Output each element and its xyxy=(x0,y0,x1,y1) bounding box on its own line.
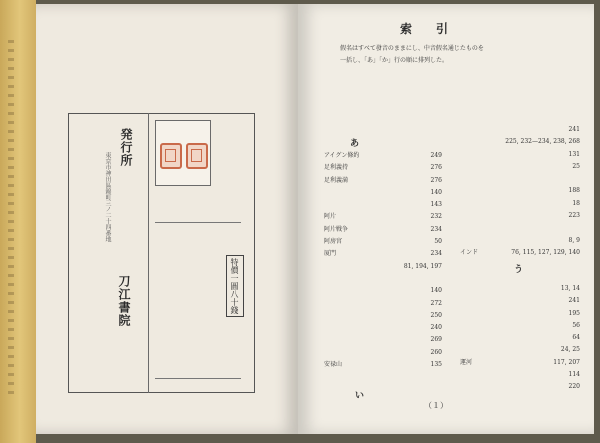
seal-stamp-right xyxy=(186,143,208,169)
index-entry xyxy=(456,161,580,173)
index-entry-page: 50 xyxy=(434,238,442,246)
index-entry-page: 117, 207 xyxy=(553,358,580,366)
index-entry-page: 143 xyxy=(430,201,442,209)
price-label: 特價一圓八十錢 xyxy=(230,258,239,314)
index-entry-term xyxy=(456,173,460,185)
index-entry xyxy=(320,175,442,187)
index-entry xyxy=(456,124,580,136)
index-entry xyxy=(320,347,442,359)
index-entry-term xyxy=(456,161,460,173)
index-entry-term xyxy=(456,369,460,381)
index-entry-page: 272 xyxy=(430,299,442,307)
index-entry xyxy=(320,248,442,260)
index-entry xyxy=(320,285,442,297)
intro-line: 一括し、「あ」「か」行の順に排列した。 xyxy=(340,57,449,64)
index-entry xyxy=(456,235,580,247)
index-entry xyxy=(456,295,580,307)
colophon-bottom-rule xyxy=(155,378,241,379)
index-entry xyxy=(456,381,580,393)
index-entry-page: 76, 115, 127, 129, 140 xyxy=(511,248,580,256)
index-entry-term: インド xyxy=(460,248,479,256)
index-entry xyxy=(320,236,442,248)
index-entry-page: 232 xyxy=(430,213,442,221)
index-entry xyxy=(320,310,442,322)
index-entry-term xyxy=(320,273,324,285)
index-entry-page: 18 xyxy=(572,199,580,207)
index-entry-page: 234 xyxy=(430,250,442,258)
index-entry-term: 足利義持 xyxy=(324,164,349,172)
section-heading-a: あ xyxy=(350,139,360,149)
index-entry-term xyxy=(456,198,460,210)
index-entry-term xyxy=(456,381,460,393)
index-entry-term: 阿片戦争 xyxy=(324,225,349,233)
index-entry xyxy=(456,344,580,356)
index-entry-page: 140 xyxy=(430,188,442,196)
index-entry-term: 安禄山 xyxy=(324,361,343,369)
index-entry-page: 24, 25 xyxy=(560,346,580,354)
index-entry xyxy=(456,369,580,381)
index-entry-page: 223 xyxy=(568,212,580,220)
index-entry-term xyxy=(456,320,460,332)
index-entry-page: 195 xyxy=(568,309,580,317)
index-column-right xyxy=(456,124,580,259)
index-entry xyxy=(320,261,442,273)
index-entry-term xyxy=(456,222,460,234)
index-entry-page: 225, 232—234, 238, 268 xyxy=(505,138,580,146)
index-entry-term xyxy=(320,199,324,211)
index-entry-term: 足利義満 xyxy=(324,176,349,184)
index-entry xyxy=(456,320,580,332)
index-entry-term: 厦門 xyxy=(324,250,337,258)
index-entry-term xyxy=(456,332,460,344)
index-entry-term xyxy=(320,298,324,310)
index-entry-page: 240 xyxy=(430,324,442,332)
index-entry xyxy=(456,210,580,222)
index-entry-page: 220 xyxy=(568,383,580,391)
publisher-name: 刀江書院 xyxy=(117,275,131,327)
index-title: 索 引 xyxy=(400,22,455,36)
index-entry xyxy=(456,198,580,210)
index-entry-page: 269 xyxy=(430,336,442,344)
index-entry xyxy=(320,334,442,346)
index-entry xyxy=(320,187,442,199)
index-entry-page: 241 xyxy=(568,126,580,133)
seal-stamp-box xyxy=(155,120,211,186)
index-column-right-lower xyxy=(456,283,580,394)
index-entry xyxy=(456,247,580,259)
index-entry-term xyxy=(456,344,460,356)
index-entry-page: 250 xyxy=(430,311,442,319)
index-entry-page: 135 xyxy=(430,361,442,369)
intro-line: 假名はすべて發音のままにし、中音假名通じたものを xyxy=(340,45,484,52)
colophon-rule xyxy=(155,222,241,223)
index-entry-page: 13, 14 xyxy=(560,285,580,292)
seal-stamp-left xyxy=(160,143,182,169)
index-entry-term xyxy=(456,283,460,295)
index-entry xyxy=(320,199,442,211)
index-entry-page: 131 xyxy=(568,150,580,158)
index-entry-term xyxy=(320,310,324,322)
index-entry xyxy=(320,211,442,223)
index-entry-page: 81, 194, 197 xyxy=(403,262,442,270)
index-entry xyxy=(456,173,580,185)
publisher-heading: 発行所 xyxy=(119,128,133,167)
index-entry-term xyxy=(320,347,324,359)
index-entry-page: 114 xyxy=(568,371,580,379)
index-entry-term xyxy=(456,185,460,197)
index-entry-term: 運河 xyxy=(460,358,473,366)
index-entry xyxy=(456,308,580,320)
index-entry xyxy=(456,332,580,344)
section-heading-u: う xyxy=(514,265,524,275)
index-entry-page: 188 xyxy=(568,187,580,195)
index-entry xyxy=(456,136,580,148)
index-entry-page: 8, 9 xyxy=(568,236,580,244)
index-entry xyxy=(320,162,442,174)
index-entry-term xyxy=(320,322,324,334)
index-entry xyxy=(320,322,442,334)
colophon-divider xyxy=(148,113,149,393)
index-entry-page: 260 xyxy=(430,348,442,356)
index-entry xyxy=(320,224,442,236)
index-entry xyxy=(456,149,580,161)
index-entry xyxy=(320,273,442,285)
index-entry-term xyxy=(320,334,324,346)
publisher-address: 東京市神田區錦町三ノ二十四番地 xyxy=(104,152,111,242)
index-entry xyxy=(456,185,580,197)
index-entry-term xyxy=(320,187,324,199)
index-entry-page: 241 xyxy=(568,297,580,305)
index-entry xyxy=(320,150,442,162)
index-entry-term xyxy=(320,285,324,297)
index-column-left xyxy=(320,150,442,371)
index-entry-term xyxy=(456,210,460,222)
index-entry-page: 234 xyxy=(430,225,442,233)
book-cover-edge xyxy=(0,0,36,443)
section-heading-i: い xyxy=(355,391,365,401)
index-entry-page: 56 xyxy=(572,321,580,329)
index-entry-term xyxy=(456,295,460,307)
index-entry xyxy=(456,357,580,369)
index-entry-term xyxy=(456,124,460,136)
index-entry-term xyxy=(320,261,324,273)
index-entry-term xyxy=(456,235,460,247)
index-intro xyxy=(340,43,580,67)
index-entry-page: 25 xyxy=(572,162,580,170)
index-entry-term: 阿片 xyxy=(324,213,337,221)
page-number: （１） xyxy=(424,401,448,410)
index-entry xyxy=(456,222,580,234)
index-entry-term xyxy=(456,136,460,148)
index-entry-page: 249 xyxy=(430,152,442,159)
index-entry-term xyxy=(456,149,460,161)
index-entry xyxy=(456,283,580,295)
index-entry-term: アイグン條約 xyxy=(324,152,360,159)
index-entry xyxy=(320,359,442,371)
index-entry-page: 276 xyxy=(430,164,442,172)
index-entry-term: 阿房宮 xyxy=(324,238,343,246)
index-entry-page: 140 xyxy=(430,287,442,295)
index-entry-page: 276 xyxy=(430,176,442,184)
index-entry-page: 64 xyxy=(572,334,580,342)
index-entry xyxy=(320,298,442,310)
index-entry-term xyxy=(456,308,460,320)
